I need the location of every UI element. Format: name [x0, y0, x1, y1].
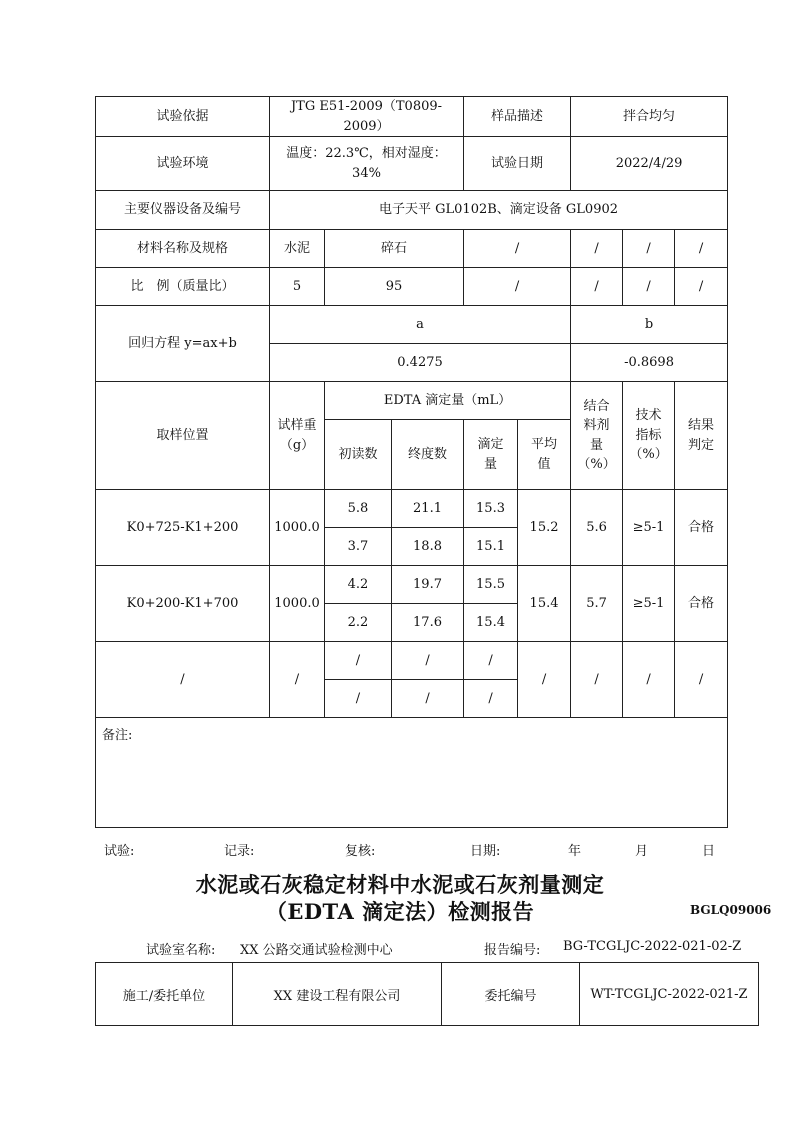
entrust-no-value: WT-TCGLJC-2022-021-Z	[580, 963, 759, 1026]
equipment-value: 电子天平 GL0102B、滴定设备 GL0902	[270, 191, 728, 230]
b-label: b	[571, 306, 728, 344]
remarks: 备注:	[96, 718, 728, 828]
result-value: 合格	[675, 490, 728, 566]
spec-value: ≥5-1	[623, 566, 675, 642]
material-6: /	[675, 230, 728, 268]
dosage-header	[571, 382, 623, 490]
initial-reading: /	[325, 680, 392, 718]
average-value: 15.2	[518, 490, 571, 566]
dosage-header-line1: 结合	[583, 398, 610, 414]
material-5: /	[623, 230, 675, 268]
average-value: 15.4	[518, 566, 571, 642]
dosage-header-line3: 量	[590, 437, 604, 453]
initial-reading: 4.2	[325, 566, 392, 604]
a-label: a	[270, 306, 571, 344]
titration-header-line2: 量	[484, 456, 498, 472]
titration-header-line1: 滴定	[477, 437, 504, 452]
edta-header: EDTA 滴定量（mL）	[325, 382, 571, 420]
final-reading: 17.6	[392, 604, 464, 642]
initial-reading: 5.8	[325, 490, 392, 528]
spec-header-line1: 技术	[635, 408, 662, 424]
spec-header-line3: （%）	[629, 447, 668, 463]
final-header: 终度数	[392, 420, 464, 490]
material-3: /	[464, 230, 571, 268]
sample-weight: /	[270, 642, 325, 718]
report-no: BG-TCGLJC-2022-021-02-Z	[563, 939, 742, 954]
result-header-line2: 判定	[688, 437, 715, 453]
signature-day: 日	[702, 844, 716, 859]
signature-review: 复核:	[345, 844, 376, 859]
signature-test: 试验:	[104, 844, 135, 859]
entrust-no-label: 委托编号	[442, 963, 580, 1026]
basis-label: 试验依据	[96, 97, 270, 137]
titration-amount: /	[464, 680, 518, 718]
env-value-line2: 34%	[352, 165, 381, 181]
result-header-line1: 结果	[688, 418, 715, 433]
ratio-1: 5	[270, 268, 325, 306]
titration-amount: 15.3	[464, 490, 518, 528]
report-title-line2: （EDTA 滴定法）检测报告	[265, 899, 535, 924]
final-reading: /	[392, 642, 464, 680]
env-value	[270, 137, 464, 191]
result-value: 合格	[675, 566, 728, 642]
sample-position: K0+200-K1+700	[96, 566, 270, 642]
ratio-2: 95	[325, 268, 464, 306]
report-no-label: 报告编号:	[484, 943, 541, 958]
final-reading: 19.7	[392, 566, 464, 604]
dosage-value: 5.7	[571, 566, 623, 642]
material-1: 水泥	[270, 230, 325, 268]
ratio-5: /	[623, 268, 675, 306]
signature-date: 日期:	[470, 844, 501, 859]
date-value: 2022/4/29	[571, 137, 728, 191]
avg-header	[518, 420, 571, 490]
sample-weight-header	[270, 382, 325, 490]
titration-amount: 15.4	[464, 604, 518, 642]
result-header	[675, 382, 728, 490]
basis-value: JTG E51-2009（T0809-2009）	[270, 97, 464, 137]
spec-value: /	[623, 642, 675, 718]
regression-label: 回归方程 y=ax+b	[96, 306, 270, 382]
average-value: /	[518, 642, 571, 718]
initial-reading: 3.7	[325, 528, 392, 566]
final-reading: 21.1	[392, 490, 464, 528]
a-value: 0.4275	[270, 344, 571, 382]
material-2: 碎石	[325, 230, 464, 268]
signature-year: 年	[568, 844, 582, 859]
initial-reading: 2.2	[325, 604, 392, 642]
sample-position: K0+725-K1+200	[96, 490, 270, 566]
final-reading: /	[392, 680, 464, 718]
sample-desc-label: 样品描述	[464, 97, 571, 137]
spec-header-line2: 指标	[635, 427, 662, 443]
lab-label: 试验室名称:	[146, 943, 216, 958]
sample-weight: 1000.0	[270, 566, 325, 642]
env-value-line1: 温度：22.3℃，相对湿度：	[286, 146, 447, 161]
titration-amount: 15.1	[464, 528, 518, 566]
ratio-3: /	[464, 268, 571, 306]
result-value: /	[675, 642, 728, 718]
client-unit-label: 施工/委托单位	[96, 963, 233, 1026]
report-code: BGLQ09006	[690, 903, 772, 917]
spec-header	[623, 382, 675, 490]
b-value: -0.8698	[571, 344, 728, 382]
position-header: 取样位置	[96, 382, 270, 490]
report-title-line1: 水泥或石灰稳定材料中水泥或石灰剂量测定	[195, 872, 605, 897]
client-unit-value: XX 建设工程有限公司	[233, 963, 442, 1026]
avg-header-line1: 平均	[531, 437, 558, 452]
titration-amount: 15.5	[464, 566, 518, 604]
material-label: 材料名称及规格	[96, 230, 270, 268]
final-reading: 18.8	[392, 528, 464, 566]
material-4: /	[571, 230, 623, 268]
initial-reading: /	[325, 642, 392, 680]
env-label: 试验环境	[96, 137, 270, 191]
sample-weight-header-line1: 试样重	[277, 418, 317, 433]
ratio-6: /	[675, 268, 728, 306]
client-info-table	[95, 962, 759, 1026]
dosage-value: 5.6	[571, 490, 623, 566]
sample-weight-header-line2: （g）	[279, 437, 315, 453]
test-record-table	[95, 96, 728, 828]
dosage-header-line4: （%）	[577, 457, 616, 472]
titration-header	[464, 420, 518, 490]
dosage-header-line2: 料剂	[583, 418, 610, 433]
ratio-label: 比 例（质量比）	[96, 268, 270, 306]
sample-weight: 1000.0	[270, 490, 325, 566]
initial-header: 初读数	[325, 420, 392, 490]
sample-position: /	[96, 642, 270, 718]
titration-amount: /	[464, 642, 518, 680]
lab-name: XX 公路交通试验检测中心	[240, 943, 393, 958]
equipment-label: 主要仪器设备及编号	[96, 191, 270, 230]
signature-month: 月	[635, 844, 649, 859]
sample-desc-value: 拌合均匀	[571, 97, 728, 137]
spec-value: ≥5-1	[623, 490, 675, 566]
dosage-value: /	[571, 642, 623, 718]
avg-header-line2: 值	[537, 456, 551, 472]
ratio-4: /	[571, 268, 623, 306]
signature-record: 记录:	[224, 844, 255, 859]
date-label: 试验日期	[464, 137, 571, 191]
